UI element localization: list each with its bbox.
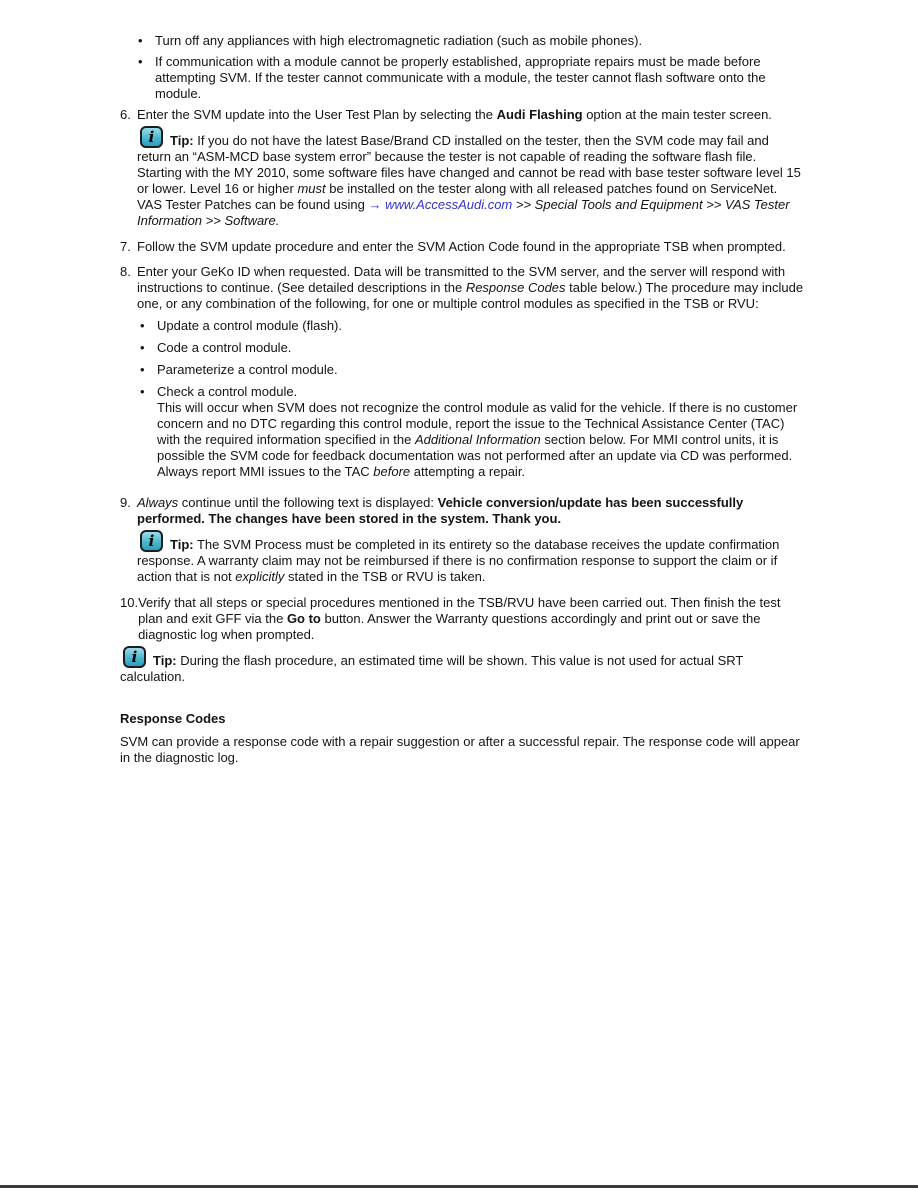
item-number-10: 10.	[120, 595, 139, 610]
bullet-item	[140, 362, 804, 378]
tip-note-2	[137, 531, 804, 585]
text-segment: Verify that all steps or special procedures mentioned in the TSB/RVU have been carried out. Then finish the test plan and exit GFF via the	[138, 595, 781, 626]
text-segment: table below.) The procedure may include one, or any combination of the following, for one or multiple control modules as specified in the TSB or RVU:	[137, 280, 804, 311]
bullet-text: Parameterize a control module.	[157, 362, 338, 377]
item-9-text	[137, 495, 804, 527]
text-segment-italic: Additional Information	[414, 432, 541, 447]
text-segment-italic: before	[373, 464, 411, 479]
response-codes-paragraph: SVM can provide a response code with a repair suggestion or after a successful repair. The response code will appear in the diagnostic log.	[120, 734, 800, 765]
info-icon: i	[123, 646, 146, 668]
numbered-item-9	[120, 495, 804, 527]
bullet-item	[138, 54, 804, 102]
item-number-7: 7.	[120, 239, 131, 254]
text-segment: attempting a repair.	[410, 464, 526, 479]
bullet-text: Update a control module (flash).	[157, 318, 342, 333]
text-segment: section below. For MMI control units, it is possible the SVM code for feedback documentation was not performed after an update via CD was performed. Always report MMI issues to the TAC	[157, 432, 793, 479]
bullet-text: Turn off any appliances with high electromagnetic radiation (such as mobile phones).	[155, 33, 643, 48]
text-segment: The SVM Process must be completed in its entirety so the database receives the update confirmation response. A warranty claim may not be reimbursed if there is no confirmation response to support the claim or if action that is not	[137, 537, 780, 584]
text-segment-bold: Audi Flashing	[496, 107, 583, 122]
bullet-icon: •	[140, 362, 145, 377]
text-segment: If you do not have the latest Base/Brand CD installed on the tester, then the SVM code may fail and return an “ASM-MCD base system error” because the tester is not capable of reading the software flash file. Starting with the MY 2010, some software files have changed and cannot be read with base tester software level 15 or lower. Level 16 or higher	[137, 133, 801, 196]
text-segment-italic: must	[297, 181, 326, 196]
bullet-icon: •	[140, 318, 145, 333]
numbered-item-6	[120, 107, 804, 123]
text-segment: Enter your GeKo ID when requested. Data will be transmitted to the SVM server, and the server will respond with instructions to continue. (See detailed descriptions in the	[137, 264, 786, 295]
item-6-text	[137, 107, 804, 123]
text-segment-italic: Always	[137, 495, 179, 510]
text-segment: option at the main tester screen.	[582, 107, 772, 122]
text-segment: Enter the SVM update into the User Test Plan by selecting the	[137, 107, 497, 122]
tip-note-3	[120, 647, 804, 685]
bullet-item	[140, 340, 804, 356]
tip-label: Tip:	[153, 653, 177, 668]
tip-label: Tip:	[170, 133, 194, 148]
item-8-text	[137, 264, 804, 486]
tip-note-1	[137, 127, 804, 229]
bullet-icon: •	[140, 384, 145, 399]
text-segment: Check a control module.	[157, 384, 298, 399]
text-segment: This will occur when SVM does not recognize the control module as valid for the vehicle. If there is no customer concern and no DTC regarding this control module, report the issue to the Technical Assistance Center (TAC) with the required information specified in the	[157, 400, 798, 447]
item-8-intro	[137, 264, 804, 312]
item-number-8: 8.	[120, 264, 131, 279]
bullet-item	[140, 318, 804, 334]
bullet-text	[157, 384, 804, 480]
bullet-icon: •	[138, 54, 143, 69]
tip-label: Tip:	[170, 537, 194, 552]
top-bullet-list	[138, 33, 804, 102]
item-number-6: 6.	[120, 107, 131, 122]
text-segment-bold: Go to	[286, 611, 321, 626]
info-icon: i	[140, 530, 163, 552]
text-segment: During the flash procedure, an estimated time will be shown. This value is not used for actual SRT calculation.	[120, 653, 744, 684]
numbered-item-7	[120, 239, 804, 255]
item-7-text: Follow the SVM update procedure and enter the SVM Action Code found in the appropriate TSB when prompted.	[137, 239, 786, 254]
sub-bullet-list	[140, 318, 804, 480]
text-segment: button. Answer the Warranty questions accordingly and print out or save the diagnostic log when prompted.	[138, 611, 761, 642]
item-number-9: 9.	[120, 495, 131, 510]
text-segment-italic: Response Codes	[465, 280, 566, 295]
info-icon: i	[140, 126, 163, 148]
text-segment: VAS Tester Patches can be found using	[137, 197, 369, 212]
bullet-icon: •	[138, 33, 143, 48]
bullet-icon: •	[140, 340, 145, 355]
accessaudi-link[interactable]: → www.AccessAudi.com	[368, 197, 513, 212]
bullet-item	[140, 384, 804, 480]
numbered-item-8	[120, 264, 804, 486]
item-10-text	[138, 595, 804, 643]
text-segment: stated in the TSB or RVU is taken.	[284, 569, 486, 584]
numbered-item-10	[120, 595, 804, 643]
section-heading-response-codes: Response Codes	[120, 711, 226, 726]
text-segment-bold: Vehicle conversion/update has been successfully performed. The changes have been stored in the system. Thank you.	[137, 495, 744, 526]
text-segment: continue until the following text is displayed:	[178, 495, 438, 510]
bullet-item	[138, 33, 804, 49]
text-segment-italic: >> Special Tools and Equipment >> VAS Tester Information >> Software.	[137, 197, 790, 228]
bullet-text: If communication with a module cannot be properly established, appropriate repairs must be made before attempting SVM. If the tester cannot communicate with a module, the tester cannot flash software onto the module.	[155, 54, 766, 101]
text-segment-italic: explicitly	[235, 569, 285, 584]
bullet-text: Code a control module.	[157, 340, 292, 355]
text-segment: be installed on the tester along with all released patches found on ServiceNet.	[325, 181, 778, 196]
